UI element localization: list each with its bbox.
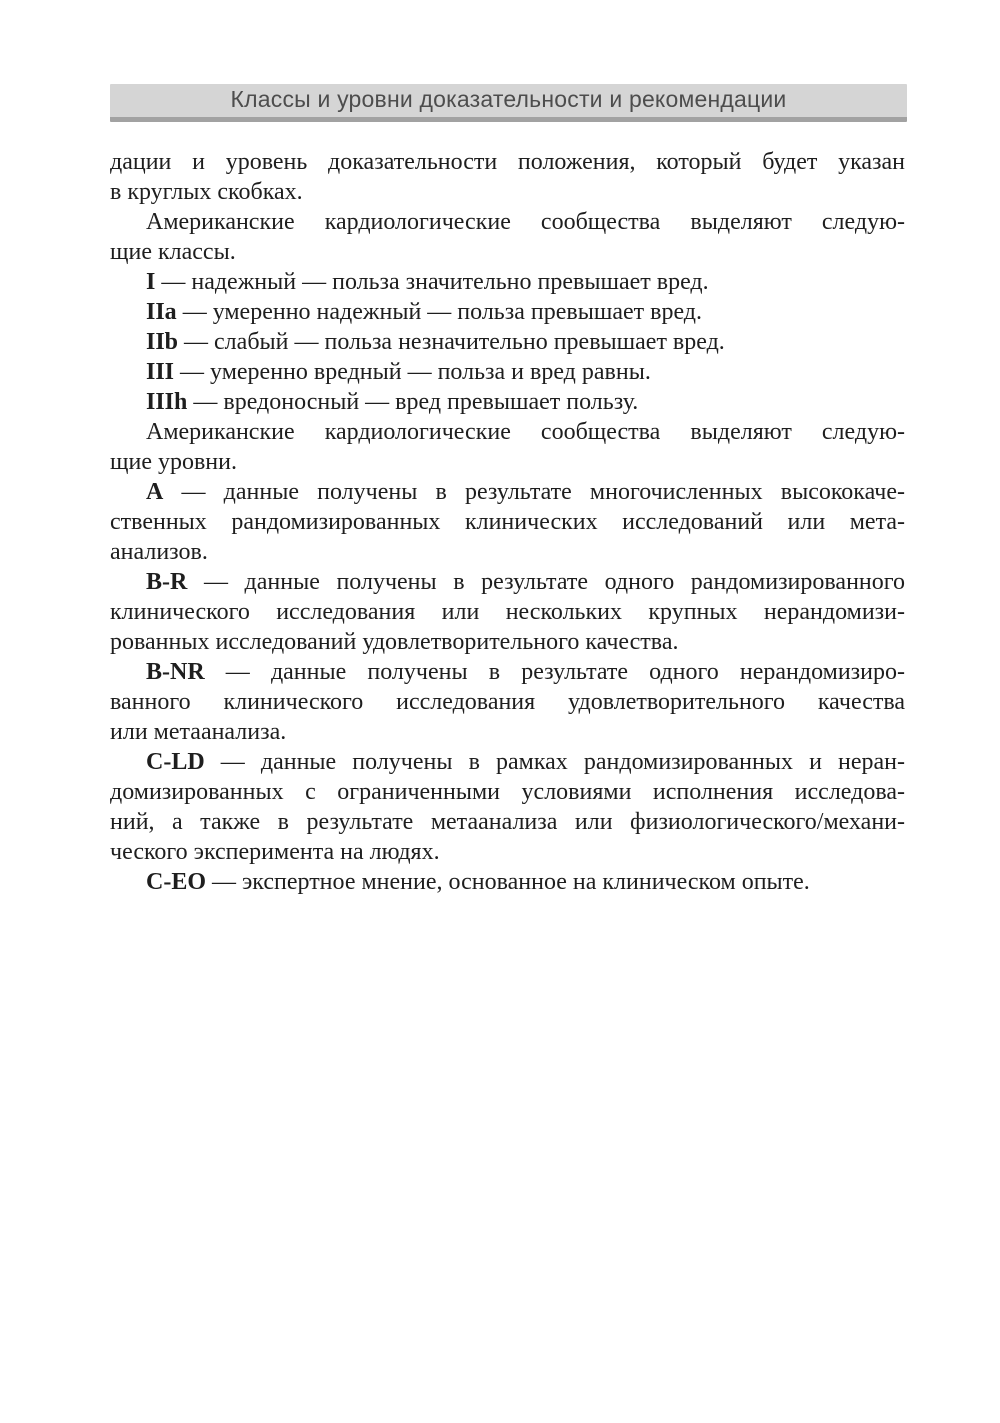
text-line [110,327,905,357]
paragraph-label: IIIh [146,389,188,415]
paragraph-label: I [146,269,156,295]
text-line-content: — вредоносный — вред превышает пользу. [187,389,639,415]
paragraph-label: C-LD [146,749,205,775]
text-line [110,477,905,507]
text-line [110,387,905,417]
paragraph-label: B-NR [146,659,205,685]
text-line: щие уровни. [110,449,237,475]
paragraph [110,417,905,477]
text-line: ванного клинического исследования удовлетворительного качества [110,689,905,715]
paragraph [110,867,905,897]
paragraph [110,207,905,267]
paragraph-label: C-EO [146,869,206,895]
section-header-title: Классы и уровни доказательности и рекомендации [230,85,787,112]
paragraph [110,657,905,747]
text-line: Американские кардиологические сообщества выделяют следую- [146,419,905,445]
text-line [110,747,905,777]
paragraph [110,327,905,357]
section-header [110,84,907,122]
paragraph [110,357,905,387]
text-line-content: — данные получены в результате одного рандомизированного [187,569,905,595]
text-line: ственных рандомизированных клинических исследований или мета- [110,509,905,535]
text-line: ческого эксперимента на людях. [110,839,440,865]
paragraph-label: B-R [146,569,188,595]
text-line: рованных исследований удовлетворительного качества. [110,629,679,655]
text-line: ний, а также в результате метаанализа или физиологического/механи- [110,809,905,835]
text-line: дации и уровень доказательности положения, который будет указан [110,149,905,175]
text-line [110,267,905,297]
text-line: Американские кардиологические сообщества выделяют следую- [146,209,905,235]
text-line-content: — данные получены в рамках рандомизированных и неран- [204,749,905,775]
text-line: в круглых скобках. [110,179,303,205]
paragraph-label: А [146,479,164,505]
paragraph [110,147,905,207]
text-line: или метаанализа. [110,719,287,745]
paragraph [110,747,905,867]
paragraph [110,477,905,567]
paragraph-label: III [146,359,175,385]
paragraph [110,267,905,297]
text-line [110,297,905,327]
text-line-content: — экспертное мнение, основанное на клиническом опыте. [206,869,810,895]
text-line [110,357,905,387]
paragraph [110,297,905,327]
paragraph-label: IIb [146,329,179,355]
text-line-content: — умеренно надежный — польза превышает вред. [176,299,702,325]
text-line-content: — слабый — польза незначительно превышает вред. [178,329,725,355]
text-line-content: — умеренно вредный — польза и вред равны. [174,359,651,385]
text-line [110,567,905,597]
text-line: клинического исследования или нескольких крупных нерандомизи- [110,599,905,625]
paragraph [110,567,905,657]
text-line-content: — данные получены в результате одного нерандомизиро- [204,659,905,685]
paragraph-label: IIa [146,299,177,325]
paragraph [110,387,905,417]
text-line: домизированных с ограниченными условиями исполнения исследова- [110,779,905,805]
text-line-content: — надежный — польза значительно превышает вред. [155,269,709,295]
text-line [110,867,905,897]
text-line: щие классы. [110,239,236,265]
text-line [110,657,905,687]
page-body [110,147,905,897]
text-line: анализов. [110,539,208,565]
text-line-content: — данные получены в результате многочисленных высококаче- [163,479,905,505]
